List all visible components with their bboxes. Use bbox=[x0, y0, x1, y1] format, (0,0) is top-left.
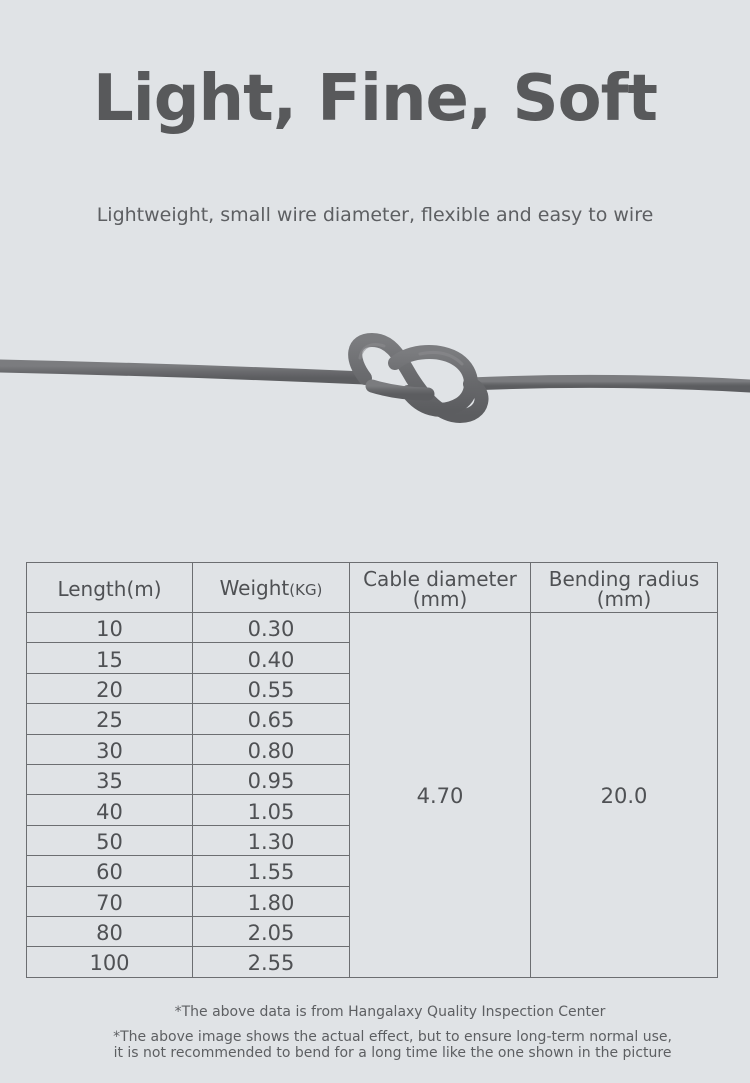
length-cell: 60 bbox=[27, 856, 193, 886]
table-row bbox=[27, 613, 718, 643]
weight-cell: 1.05 bbox=[193, 795, 350, 825]
weight-cell: 0.95 bbox=[193, 764, 350, 794]
bending-radius-value: 20.0 bbox=[531, 613, 718, 978]
header-weight-unit: (KG) bbox=[289, 580, 323, 599]
weight-cell: 1.55 bbox=[193, 856, 350, 886]
length-cell: 40 bbox=[27, 795, 193, 825]
length-cell: 10 bbox=[27, 613, 193, 643]
usage-warning-note bbox=[0, 1029, 750, 1061]
header-cable-diameter: Cable diameter (mm) bbox=[350, 563, 531, 613]
header-diameter-unit: (mm) bbox=[412, 586, 468, 611]
usage-warning-line-2: it is not recommended to bend for a long time like the one shown in the picture bbox=[113, 1045, 672, 1061]
weight-cell: 0.30 bbox=[193, 613, 350, 643]
length-cell: 80 bbox=[27, 916, 193, 946]
weight-cell: 0.65 bbox=[193, 704, 350, 734]
header-length: Length(m) bbox=[27, 563, 193, 613]
weight-cell: 2.55 bbox=[193, 947, 350, 977]
data-source-note: *The above data is from Hangalaxy Quality Inspection Center bbox=[174, 1004, 606, 1020]
length-cell: 30 bbox=[27, 734, 193, 764]
header-bending-radius: Bending radius (mm) bbox=[531, 563, 718, 613]
header-bending-unit: (mm) bbox=[596, 586, 652, 611]
length-cell: 50 bbox=[27, 825, 193, 855]
spec-table bbox=[26, 562, 718, 978]
table-header-row bbox=[27, 563, 718, 613]
length-cell: 70 bbox=[27, 886, 193, 916]
page-title: Light, Fine, Soft bbox=[93, 62, 657, 136]
cable-diameter-value: 4.70 bbox=[350, 613, 531, 978]
length-cell: 15 bbox=[27, 643, 193, 673]
length-cell: 100 bbox=[27, 947, 193, 977]
usage-warning-line-1: *The above image shows the actual effect, but to ensure long-term normal use, bbox=[113, 1029, 672, 1045]
weight-cell: 0.80 bbox=[193, 734, 350, 764]
length-cell: 20 bbox=[27, 673, 193, 703]
weight-cell: 0.55 bbox=[193, 673, 350, 703]
weight-cell: 1.80 bbox=[193, 886, 350, 916]
weight-cell: 1.30 bbox=[193, 825, 350, 855]
weight-cell: 2.05 bbox=[193, 916, 350, 946]
knotted-cable-image bbox=[0, 318, 750, 448]
weight-cell: 0.40 bbox=[193, 643, 350, 673]
length-cell: 25 bbox=[27, 704, 193, 734]
page-subtitle: Lightweight, small wire diameter, flexible and easy to wire bbox=[96, 204, 654, 226]
header-weight: Weight(KG) bbox=[193, 563, 350, 613]
length-cell: 35 bbox=[27, 764, 193, 794]
